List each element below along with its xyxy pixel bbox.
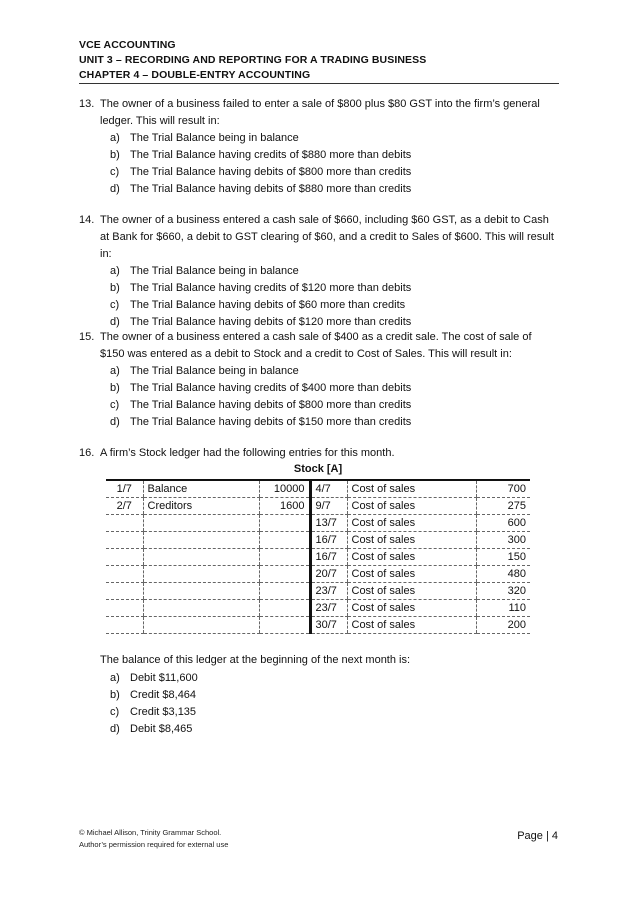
question-14 xyxy=(79,212,559,331)
credit-detail: Cost of sales xyxy=(347,480,476,498)
ledger-row xyxy=(106,549,530,566)
debit-date: 2/7 xyxy=(106,498,143,515)
option-c: c) The Trial Balance having debits of $60 more than credits xyxy=(110,299,406,311)
question-16-continued xyxy=(79,652,559,738)
option-a: a) The Trial Balance being in balance xyxy=(110,265,299,277)
question-number: 15. xyxy=(79,331,95,343)
document-header xyxy=(79,38,559,83)
question-number: 14. xyxy=(79,214,95,226)
debit-amount xyxy=(259,515,310,532)
credit-date: 23/7 xyxy=(310,600,347,617)
debit-detail xyxy=(143,532,259,549)
credit-detail: Cost of sales xyxy=(347,549,476,566)
ledger-row xyxy=(106,583,530,600)
credit-detail: Cost of sales xyxy=(347,532,476,549)
credit-amount: 275 xyxy=(476,498,530,515)
question-number: 13. xyxy=(79,98,95,110)
credit-detail: Cost of sales xyxy=(347,583,476,600)
credit-detail: Cost of sales xyxy=(347,566,476,583)
header-unit: UNIT 3 – RECORDING AND REPORTING FOR A TRADING BUSINESS xyxy=(79,54,427,66)
ledger-row xyxy=(106,532,530,549)
page-number: Page | 4 xyxy=(517,830,558,842)
debit-amount xyxy=(259,566,310,583)
credit-date: 16/7 xyxy=(310,549,347,566)
question-number: 16. xyxy=(79,447,95,459)
question-text-continued: The balance of this ledger at the beginning of the next month is: xyxy=(100,654,411,666)
debit-detail xyxy=(143,515,259,532)
debit-amount: 1600 xyxy=(259,498,310,515)
footer-copyright: © Michael Allison, Trinity Grammar School. xyxy=(79,828,222,837)
credit-amount: 480 xyxy=(476,566,530,583)
option-c: c) The Trial Balance having debits of $800 more than credits xyxy=(110,166,412,178)
header-subject: VCE ACCOUNTING xyxy=(79,39,176,51)
debit-detail xyxy=(143,583,259,600)
credit-date: 13/7 xyxy=(310,515,347,532)
credit-amount: 320 xyxy=(476,583,530,600)
debit-detail: Balance xyxy=(143,480,259,498)
ledger-row xyxy=(106,566,530,583)
option-b: b) The Trial Balance having credits of $880 more than debits xyxy=(110,149,412,161)
credit-date: 30/7 xyxy=(310,617,347,634)
credit-date: 16/7 xyxy=(310,532,347,549)
ledger-row xyxy=(106,515,530,532)
ledger-row xyxy=(106,617,530,634)
header-chapter: CHAPTER 4 – DOUBLE-ENTRY ACCOUNTING xyxy=(79,69,311,81)
credit-detail: Cost of sales xyxy=(347,498,476,515)
debit-date xyxy=(106,566,143,583)
question-text: The owner of a business entered a cash sale of $400 as a credit sale. The cost of sale of $150 was entered as a debit to Stock and a credit to Cost of Sales. This will result in: xyxy=(100,331,532,360)
header-divider xyxy=(79,83,559,84)
debit-amount xyxy=(259,532,310,549)
debit-amount: 10000 xyxy=(259,480,310,498)
credit-amount: 150 xyxy=(476,549,530,566)
debit-date xyxy=(106,515,143,532)
debit-date xyxy=(106,532,143,549)
credit-amount: 600 xyxy=(476,515,530,532)
option-c: c) Credit $3,135 xyxy=(110,706,197,718)
debit-detail xyxy=(143,566,259,583)
option-d: d) The Trial Balance having debits of $120 more than credits xyxy=(110,316,412,328)
ledger-title: Stock [A] xyxy=(293,463,343,475)
credit-date: 9/7 xyxy=(310,498,347,515)
option-b: b) The Trial Balance having credits of $400 more than debits xyxy=(110,382,412,394)
credit-amount: 110 xyxy=(476,600,530,617)
option-d: d) The Trial Balance having debits of $150 more than credits xyxy=(110,416,412,428)
option-a: a) The Trial Balance being in balance xyxy=(110,365,299,377)
option-a: a) The Trial Balance being in balance xyxy=(110,132,299,144)
option-c: c) The Trial Balance having debits of $800 more than credits xyxy=(110,399,412,411)
debit-detail xyxy=(143,617,259,634)
debit-date xyxy=(106,600,143,617)
debit-detail: Creditors xyxy=(143,498,259,515)
ledger-row xyxy=(106,498,530,515)
debit-date xyxy=(106,549,143,566)
credit-amount: 200 xyxy=(476,617,530,634)
credit-detail: Cost of sales xyxy=(347,600,476,617)
footer xyxy=(79,827,228,851)
option-d: d) The Trial Balance having debits of $880 more than credits xyxy=(110,183,412,195)
debit-detail xyxy=(143,600,259,617)
credit-detail: Cost of sales xyxy=(347,617,476,634)
question-13 xyxy=(79,96,559,198)
debit-date: 1/7 xyxy=(106,480,143,498)
option-b: b) The Trial Balance having credits of $120 more than debits xyxy=(110,282,412,294)
credit-date: 4/7 xyxy=(310,480,347,498)
ledger-row xyxy=(106,600,530,617)
footer-permission: Author’s permission required for external use xyxy=(79,840,229,849)
option-b: b) Credit $8,464 xyxy=(110,689,197,701)
question-16 xyxy=(79,445,559,462)
question-15 xyxy=(79,329,559,431)
credit-detail: Cost of sales xyxy=(347,515,476,532)
option-a: a) Debit $11,600 xyxy=(110,672,198,684)
credit-date: 23/7 xyxy=(310,583,347,600)
question-text: A firm’s Stock ledger had the following entries for this month. xyxy=(100,447,395,459)
credit-date: 20/7 xyxy=(310,566,347,583)
debit-date xyxy=(106,617,143,634)
credit-amount: 700 xyxy=(476,480,530,498)
question-text: The owner of a business entered a cash sale of $660, including $60 GST, as a debit to Cash at Bank for $660, a debit to GST clearing of $60, and a credit to Sales of $600. This will result in: xyxy=(100,214,554,260)
debit-amount xyxy=(259,600,310,617)
debit-amount xyxy=(259,583,310,600)
debit-amount xyxy=(259,549,310,566)
debit-amount xyxy=(259,617,310,634)
debit-detail xyxy=(143,549,259,566)
option-d: d) Debit $8,465 xyxy=(110,723,193,735)
stock-ledger xyxy=(106,479,530,634)
question-text: The owner of a business failed to enter a sale of $800 plus $80 GST into the firm’s general ledger. This will result in: xyxy=(100,98,540,127)
ledger-row xyxy=(106,480,530,498)
debit-date xyxy=(106,583,143,600)
credit-amount: 300 xyxy=(476,532,530,549)
